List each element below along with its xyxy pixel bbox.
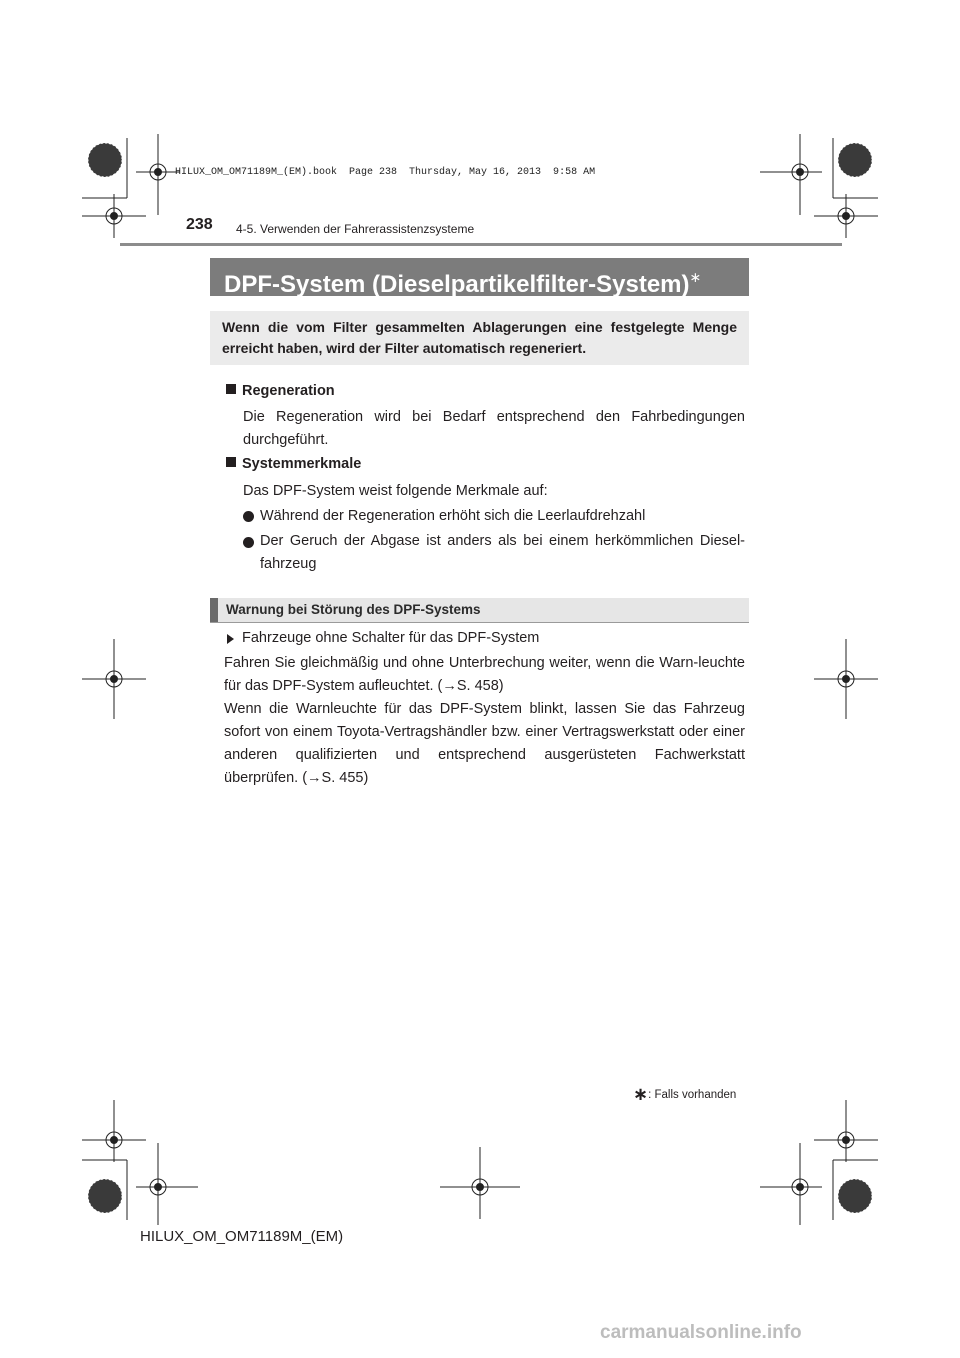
header-divider [120, 243, 842, 246]
warning-paragraph-1: Fahren Sie gleichmäßig und ohne Unterbrechung weiter, wenn die Warn-leuchte für das DPF-System aufleuchtet. (→S. 458) [224, 655, 745, 694]
footnote-text: : Falls vorhanden [648, 1089, 737, 1101]
features-intro: Das DPF-System weist folgende Merkmale auf: [243, 483, 548, 499]
square-bullet-icon [226, 457, 236, 467]
summary-text: Wenn die vom Filter gesammelten Ablagerungen eine festgelegte Menge erreicht haben, wird der Filter automatisch regeneriert. [222, 319, 737, 356]
footnote [633, 1084, 736, 1105]
square-bullet-icon [226, 384, 236, 394]
triangle-bullet-icon [227, 634, 234, 644]
warning-paragraph-2: Wenn die Warnleuchte für das DPF-System blinkt, lassen Sie das Fahrzeug sofort von einem Toyota-Vertragshändler bzw. einer Vertragswerkstatt oder einer anderen qualifizierten und entsprechend ausgerüsteten Fachwerkstatt überprüfen. (→S. 455) [224, 701, 745, 786]
footer-model-code: HILUX_OM_OM71189M_(EM) [140, 1228, 344, 1245]
regeneration-text: Die Regeneration wird bei Bedarf entsprechend den Fahrbedingungen durchgeführt. [243, 409, 745, 448]
warning-bar-accent [210, 598, 218, 622]
warning-heading: Warnung bei Störung des DPF-Systems [226, 602, 481, 617]
page-title [210, 258, 749, 296]
warning-section-bar [210, 598, 749, 623]
bullet-dot-icon [243, 537, 254, 548]
title-marker: ∗ [689, 269, 702, 285]
asterisk-icon: ∗ [633, 1084, 649, 1104]
page-title-text: DPF-System (Dieselpartikelfilter-System) [224, 271, 690, 298]
section-header: 4-5. Verwenden der Fahrerassistenzsysteme [236, 222, 475, 236]
bullet-dot-icon [243, 511, 254, 522]
regeneration-heading: Regeneration [226, 383, 335, 399]
features-heading: Systemmerkmale [226, 456, 361, 472]
page-number: 238 [186, 216, 213, 233]
warning-subitem: Fahrzeuge ohne Schalter für das DPF-System [242, 630, 540, 646]
features-bullet-2: Der Geruch der Abgase ist anders als bei einem herkömmlichen Diesel-fahrzeug [260, 533, 745, 572]
watermark: carmanualsonline.info [600, 1322, 802, 1343]
summary-box [210, 311, 749, 365]
features-bullet-1: Während der Regeneration erhöht sich die Leerlaufdrehzahl [260, 508, 646, 524]
print-header: HILUX_OM_OM71189M_(EM).book Page 238 Thursday, May 16, 2013 9:58 AM [175, 167, 596, 178]
